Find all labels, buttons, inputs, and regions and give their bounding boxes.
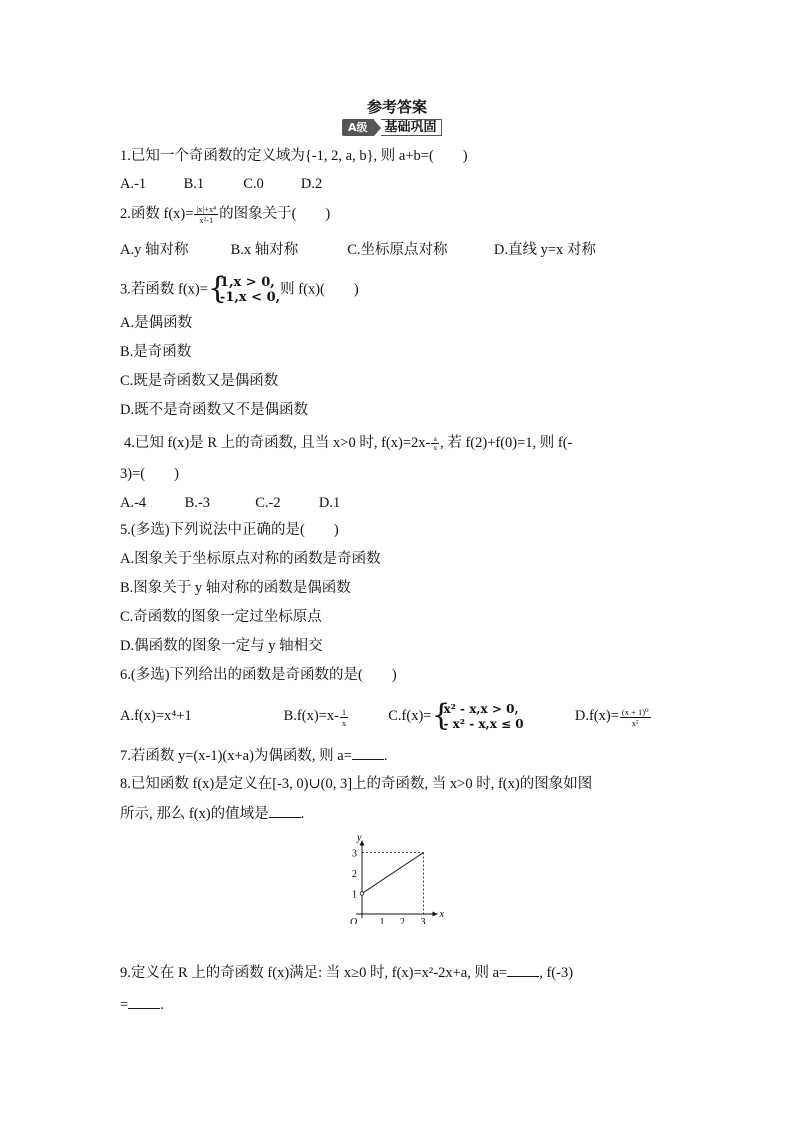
q2-option-a: A.y 轴对称 (120, 242, 189, 258)
q9-line2b: . (160, 997, 164, 1013)
x-tick-label: 1 (379, 917, 385, 924)
question-8-line-1: 8.已知函数 f(x)是定义在[-3, 0)∪(0, 3]上的奇函数, 当 x>0 时, f(x)的图象如图 (120, 776, 593, 792)
q4-option-c: C.-2 (255, 495, 281, 511)
q9-line2a: = (120, 997, 129, 1013)
badge-arrow-icon (374, 120, 381, 136)
q6-option-b-pre: B.f(x)=x- (283, 708, 339, 725)
question-1-options (120, 174, 322, 194)
q9-line1b: , f(-3) (539, 965, 574, 981)
q3-option-c: C.既是奇函数又是偶函数 (120, 373, 279, 389)
q3-option-d: D.既不是奇函数又不是偶函数 (120, 402, 309, 418)
y-tick-label: 3 (352, 848, 357, 860)
level-tag: A级 (342, 119, 374, 136)
y-tick-label: 2 (352, 869, 357, 880)
origin-label: O (350, 917, 358, 924)
q6-option-d-pre: D.f(x)= (574, 708, 619, 725)
q4-line1a: 4.已知 f(x)是 R 上的奇函数, 且当 x>0 时, f(x)=2x- (124, 435, 431, 451)
question-7 (120, 745, 388, 766)
question-2-options (120, 240, 596, 260)
open-endpoint (360, 892, 364, 896)
q1-option-c: C.0 (243, 176, 264, 192)
q6-option-c (388, 698, 571, 733)
q6-option-c-case-2: - x² - x,x ≤ 0 (443, 717, 524, 731)
question-9-line-2 (120, 994, 164, 1015)
x-axis-arrow-icon (433, 912, 438, 917)
q2-option-d: D.直线 y=x 对称 (493, 242, 596, 258)
q9-answer-blank-b[interactable] (128, 994, 160, 1009)
question-5: 5.(多选)下列说法中正确的是( ) (120, 522, 339, 538)
question-8-line-2 (120, 803, 304, 824)
q6-option-b-num: 1 (341, 706, 347, 717)
x-axis-label: x (439, 909, 444, 920)
question-1: 1.已知一个奇函数的定义域为{-1, 2, a, b}, 则 a+b=( ) (120, 148, 468, 164)
q4-fraction (431, 435, 439, 452)
q3-case-2: -1,x < 0, (219, 290, 281, 305)
q9-answer-blank-a[interactable] (507, 962, 539, 977)
q1-option-d: D.2 (300, 176, 323, 192)
q4-option-b: B.-3 (184, 495, 210, 511)
question-4-options (120, 493, 340, 513)
q2-numerator: |x|+x⁴ (196, 204, 217, 215)
q6-option-c-case-1: x² - x,x > 0, (443, 702, 519, 716)
q6-option-d-num: (x + 1)⁰ (621, 706, 649, 717)
q6-option-d (575, 706, 652, 727)
q4-line2: 3)=( ) (120, 466, 179, 482)
q6-option-d-fraction (620, 707, 651, 728)
q8-answer-blank[interactable] (269, 803, 301, 818)
function-segment (362, 853, 424, 894)
q8-end: . (300, 806, 305, 822)
q3-suffix: 则 f(x)( ) (280, 281, 359, 298)
question-2 (120, 204, 330, 225)
q3-option-b: B.是奇函数 (120, 344, 192, 360)
question-4 (124, 433, 572, 453)
q5-option-d: D.偶函数的图象一定与 y 轴相交 (120, 638, 323, 654)
question-6: 6.(多选)下列给出的函数是奇函数的是( ) (120, 667, 397, 683)
level-text: 基础巩固 (381, 119, 442, 136)
q6-option-d-den: x² (631, 717, 639, 728)
q6-option-c-piecewise (431, 698, 524, 733)
q8-line2: 所示, 那么 f(x)的值域是 (120, 806, 269, 822)
q3-brace: { (207, 271, 228, 306)
function-graph (344, 828, 454, 924)
q4-line1b: , 若 f(2)+f(0)=1, 则 f(- (440, 435, 573, 451)
q2-option-c: C.坐标原点对称 (347, 242, 448, 258)
page-title: 参考答案 (366, 98, 427, 116)
q2-option-b: B.x 轴对称 (230, 242, 299, 258)
q6-option-b (284, 706, 385, 727)
x-tick-label: 2 (400, 917, 405, 924)
q2-fraction (194, 204, 218, 225)
q4-option-d: D.1 (318, 495, 341, 511)
q2-denominator: x²-1 (199, 215, 214, 226)
q9-line1a: 9.定义在 R 上的奇函数 f(x)满足: 当 x≥0 时, f(x)=x²-2x+a, 则 a= (120, 965, 508, 981)
q3-option-a: A.是偶函数 (120, 315, 193, 331)
y-tick-label: 1 (352, 889, 357, 901)
q6-option-b-den: x (341, 717, 347, 728)
question-3 (120, 271, 359, 306)
q4-option-a: A.-4 (120, 495, 147, 511)
q7-answer-blank[interactable] (352, 745, 384, 760)
q1-option-a: A.-1 (120, 176, 147, 192)
q7-end: . (383, 748, 388, 764)
q6-option-a: A.f(x)=x⁴+1 (120, 708, 192, 725)
q2-suffix: 的图象关于( ) (219, 206, 331, 222)
q6-option-c-pre: C.f(x)= (388, 708, 432, 725)
level-badge (342, 119, 442, 136)
x-tick-label: 3 (420, 917, 426, 924)
y-axis-label: y (357, 832, 362, 844)
q4-numerator: a (431, 435, 439, 444)
q1-option-b: B.1 (183, 176, 205, 192)
q7-text: 7.若函数 y=(x-1)(x+a)为偶函数, 则 a= (120, 748, 352, 764)
q3-piecewise (207, 271, 281, 306)
q5-option-b: B.图象关于 y 轴对称的函数是偶函数 (120, 580, 351, 596)
q6-option-b-fraction (340, 707, 348, 728)
q6-option-c-brace: { (431, 698, 451, 733)
question-9-line-1 (120, 962, 573, 983)
q5-option-a: A.图象关于坐标原点对称的函数是奇函数 (120, 551, 381, 567)
q3-prefix: 3.若函数 f(x)= (120, 281, 208, 298)
q4-denominator: x (433, 443, 438, 453)
q2-prefix: 2.函数 f(x)= (120, 206, 194, 222)
q3-case-1: 1,x > 0, (219, 275, 275, 290)
q5-option-c: C.奇函数的图象一定过坐标原点 (120, 609, 322, 625)
question-6-options (120, 698, 652, 733)
